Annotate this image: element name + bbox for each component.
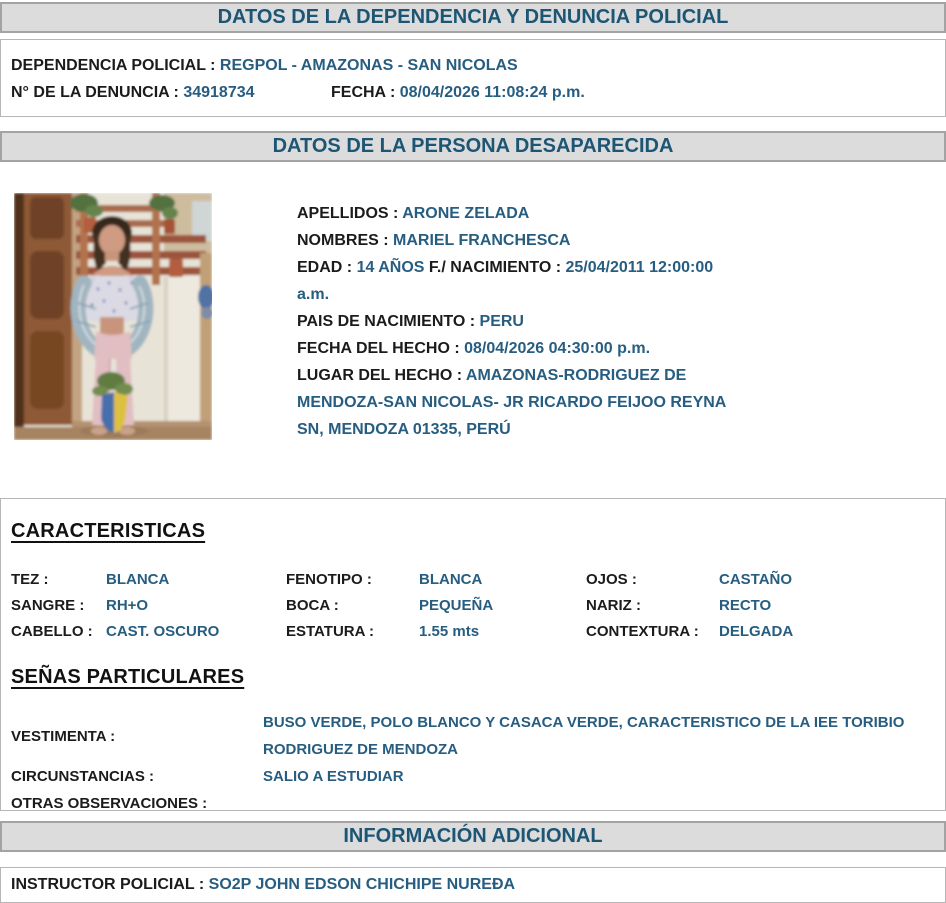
tez-value: BLANCA: [106, 571, 170, 588]
fecha-hecho-label: FECHA DEL HECHO :: [297, 340, 465, 357]
senas-rows: [11, 709, 935, 817]
tez-label: TEZ :: [11, 571, 49, 588]
vestimenta-value: BUSO VERDE, POLO BLANCO Y CASACA VERDE, CARACTERISTICO DE LA IEE TORIBIO RODRIGUEZ DE MENDOZA: [263, 714, 905, 758]
nariz-value: RECTO: [719, 597, 772, 614]
nacimiento-value: 25/04/2011 12:00:00 a.m.: [297, 259, 714, 303]
lugar-hecho-value: AMAZONAS-RODRIGUEZ DE MENDOZA-SAN NICOLAS- JR RICARDO FEIJOO REYNA SN, MENDOZA 01335, PERÚ: [297, 367, 726, 438]
edad-label: EDAD :: [297, 259, 357, 276]
instructor-value: SO2P JOHN EDSON CHICHIPE NUREÐA: [208, 876, 516, 893]
boca-label: BOCA :: [286, 597, 339, 614]
circunstancias-label: CIRCUNSTANCIAS :: [11, 768, 155, 785]
detail-pais: [297, 308, 749, 335]
fenotipo-value: BLANCA: [419, 571, 483, 588]
dependency-value: REGPOL - AMAZONAS - SAN NICOLAS: [219, 57, 518, 74]
report-number-value: 34918734: [183, 84, 255, 101]
detail-fecha-hecho: [297, 335, 749, 362]
detail-edad-nacimiento: [297, 254, 749, 308]
sangre-label: SANGRE :: [11, 597, 85, 614]
contextura-label: CONTEXTURA :: [586, 623, 699, 640]
nariz-label: NARIZ :: [586, 597, 641, 614]
instructor-label: INSTRUCTOR POLICIAL :: [11, 876, 209, 893]
boca-value: PEQUEÑA: [419, 597, 494, 614]
detail-lugar-hecho: [297, 362, 749, 443]
apellidos-label: APELLIDOS :: [297, 205, 403, 222]
senas-heading: SEÑAS PARTICULARES: [11, 666, 245, 688]
fecha-hecho-value: 08/04/2026 04:30:00 p.m.: [464, 340, 651, 357]
ojos-label: OJOS :: [586, 571, 637, 588]
otras-observaciones-row: [11, 790, 935, 817]
apellidos-value: ARONE ZELADA: [402, 205, 530, 222]
section-header-adicional: [0, 821, 946, 852]
section-header-persona-title: DATOS DE LA PERSONA DESAPARECIDA: [272, 135, 674, 157]
cabello-label: CABELLO :: [11, 623, 93, 640]
report-date-value: 08/04/2026 11:08:24 p.m.: [399, 84, 585, 101]
otras-observaciones-label: OTRAS OBSERVACIONES :: [11, 795, 208, 812]
fenotipo-label: FENOTIPO :: [286, 571, 372, 588]
dependency-line: [11, 52, 935, 79]
missing-person-photo-illustration: [14, 193, 212, 440]
report-number-line: [11, 79, 935, 106]
estatura-label: ESTATURA :: [286, 623, 375, 640]
detail-apellidos: [297, 200, 749, 227]
characteristics-table: [11, 567, 935, 645]
dependency-label: DEPENDENCIA POLICIAL :: [11, 57, 220, 74]
person-section: [0, 162, 946, 470]
characteristics-heading: CARACTERISTICAS: [11, 520, 206, 542]
edad-value: 14 AÑOS: [356, 259, 425, 276]
person-details: [297, 193, 749, 470]
report-number-pair: [11, 79, 331, 106]
section-header-adicional-title: INFORMACIÓN ADICIONAL: [343, 825, 603, 847]
characteristics-box: [0, 498, 946, 811]
pais-value: PERU: [479, 313, 524, 330]
section-header-dependencia-title: DATOS DE LA DEPENDENCIA Y DENUNCIA POLICIAL: [217, 6, 729, 28]
cabello-value: CAST. OSCURO: [106, 623, 220, 640]
nombres-label: NOMBRES :: [297, 232, 393, 249]
detail-nombres: [297, 227, 749, 254]
ojos-value: CASTAÑO: [719, 571, 793, 588]
nacimiento-label: F./ NACIMIENTO :: [424, 259, 566, 276]
section-header-dependencia: [0, 2, 946, 33]
sangre-value: RH+O: [106, 597, 149, 614]
vestimenta-label: VESTIMENTA :: [11, 727, 116, 745]
pais-label: PAIS DE NACIMIENTO :: [297, 313, 480, 330]
lugar-hecho-label: LUGAR DEL HECHO :: [297, 367, 466, 384]
dependency-report-box: [0, 39, 946, 117]
vestimenta-row: [11, 709, 935, 763]
circunstancias-value: SALIO A ESTUDIAR: [263, 768, 404, 785]
estatura-value: 1.55 mts: [419, 623, 480, 640]
contextura-value: DELGADA: [719, 623, 794, 640]
missing-person-photo: [14, 193, 212, 440]
report-number-label: N° DE LA DENUNCIA :: [11, 84, 184, 101]
nombres-value: MARIEL FRANCHESCA: [393, 232, 571, 249]
report-date-label: FECHA :: [331, 84, 400, 101]
circunstancias-row: [11, 763, 935, 790]
section-header-persona: [0, 131, 946, 162]
instructor-box: [0, 867, 946, 903]
